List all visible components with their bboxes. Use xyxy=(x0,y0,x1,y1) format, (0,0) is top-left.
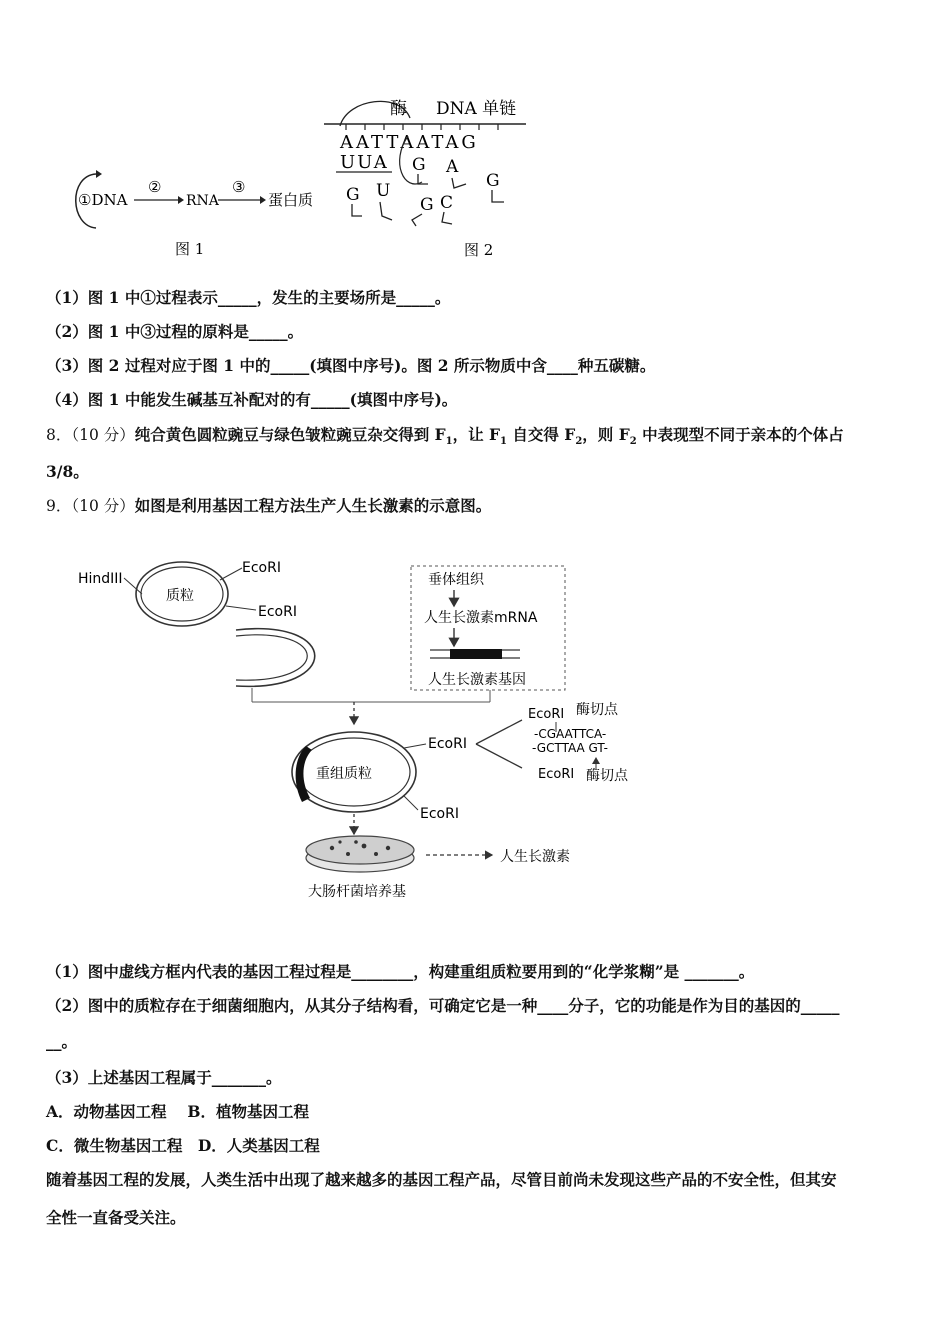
ecori-site-bottom: EcoRI xyxy=(538,767,575,782)
ecori-pointer-2 xyxy=(226,606,256,610)
free-nucleotide: C xyxy=(440,193,454,213)
petri-dish-top xyxy=(306,836,414,864)
nucleotide-stem xyxy=(452,178,466,188)
free-nucleotide: U xyxy=(376,181,391,201)
q8-text-e: 中表现型不同于亲本的个体占 xyxy=(636,425,844,444)
product-label: 人生长激素 xyxy=(500,849,570,865)
mrna-label: 人生长激素mRNA xyxy=(424,610,538,626)
nucleotide-stem xyxy=(418,174,428,184)
culture-label: 大肠杆菌培养基 xyxy=(308,884,406,900)
ecori-site-top: EcoRI xyxy=(528,707,565,722)
ecori-pointer-4 xyxy=(404,796,418,810)
q9-text xyxy=(46,494,491,516)
nucleotide-stem xyxy=(442,212,452,224)
q9-options-cd: C．微生物基因工程 D．人类基因工程 xyxy=(46,1136,320,1155)
q8-text-c: 自交得 F xyxy=(507,425,576,444)
pituitary-label: 垂体组织 xyxy=(428,572,484,588)
ecori-pointer-1 xyxy=(220,568,242,580)
q7-part4: （4）图 1 中能发生碱基互补配对的有_____(填图中序号)。 xyxy=(46,390,458,409)
q8-text-d: ，则 F xyxy=(582,425,630,444)
ecori-label-1: EcoRI xyxy=(242,560,281,576)
loop-arrowhead xyxy=(96,170,102,178)
free-nucleotide: G xyxy=(412,155,426,175)
transcription-arrowhead xyxy=(178,196,184,204)
free-nucleotide: G xyxy=(420,195,434,215)
protein-label: 蛋白质 xyxy=(268,191,314,209)
dna-base-ticks xyxy=(346,124,498,130)
q8-sub3: 2 xyxy=(575,436,583,448)
bracket-bottom xyxy=(476,744,522,768)
nucleotide-stem xyxy=(412,214,422,226)
process2-label: ② xyxy=(148,178,162,196)
plasmid-label: 质粒 xyxy=(166,588,194,604)
dna-strand-label: DNA 单链 xyxy=(436,99,517,119)
nucleotide-stem xyxy=(352,204,362,216)
q8-text-b: ，让 F xyxy=(452,425,501,444)
sequence-bottom: -GCTTAA GT- xyxy=(532,741,608,755)
rna-paired-sequence: UUA xyxy=(340,152,389,173)
free-nucleotide: G xyxy=(346,185,360,205)
free-nucleotide: A xyxy=(446,157,459,177)
nucleotide-stem xyxy=(380,202,392,220)
q7-part3: （3）图 2 过程对应于图 1 中的_____(填图中序号)。图 2 所示物质中含____种五碳糖。 xyxy=(46,356,656,375)
q9-part3: （3）上述基因工程属于_______。 xyxy=(46,1068,282,1087)
bracket-top xyxy=(476,720,522,744)
nucleotide-stem xyxy=(492,190,504,202)
passage-line-2: 全性一直备受关注。 xyxy=(46,1208,186,1227)
hindiii-label: HindIII xyxy=(78,571,123,587)
q9-number: 9．（10 分） xyxy=(46,497,135,515)
ecori-label-2: EcoRI xyxy=(258,604,297,620)
q8-sub1: 1 xyxy=(445,436,453,448)
opened-plasmid-inner xyxy=(236,635,307,680)
sequence-top: -CGAATTCA- xyxy=(534,727,607,741)
cut-site-top: 酶切点 xyxy=(576,702,618,718)
ecori-label-4: EcoRI xyxy=(420,806,459,822)
process3-label: ③ xyxy=(232,178,246,196)
dna-label: ①DNA xyxy=(78,191,128,209)
figure-2 xyxy=(318,92,538,262)
q8-answer-line: 3/8。 xyxy=(46,462,89,481)
q8-text-a: 纯合黄色圆粒豌豆与绿色皱粒豌豆杂交得到 F xyxy=(134,425,446,444)
figure-2-caption: 图 2 xyxy=(464,241,494,259)
ecori-label-3: EcoRI xyxy=(428,736,467,752)
q9-part2: （2）图中的质粒存在于细菌细胞内，从其分子结构看，可确定它是一种____分子，它的功能是作为目的基因的_____ xyxy=(46,996,840,1015)
q8-sub2: 1 xyxy=(500,436,508,448)
q7-part2: （2）图 1 中③过程的原料是_____。 xyxy=(46,322,304,341)
enzyme-label: 酶 xyxy=(390,99,407,119)
gene-segment xyxy=(450,649,502,659)
q7-part1: （1）图 1 中①过程表示_____，发生的主要场所是_____。 xyxy=(46,288,451,307)
q9-options-ab: A．动物基因工程 B．植物基因工程 xyxy=(46,1102,310,1121)
ecori-pointer-3 xyxy=(404,744,426,748)
figure-1-caption: 图 1 xyxy=(175,240,205,258)
q8-text xyxy=(46,423,844,447)
passage-line-1: 随着基因工程的发展，人类生活中出现了越来越多的基因工程产品，尽管目前尚未发现这些产品的不安全性，但其安 xyxy=(46,1170,837,1189)
gene-label: 人生长激素基因 xyxy=(428,672,526,688)
q9-stem: 如图是利用基因工程方法生产人生长激素的示意图。 xyxy=(134,496,492,515)
figure-1 xyxy=(60,160,340,260)
q8-number: 8．（10 分） xyxy=(46,426,135,444)
gene-engineering-diagram xyxy=(70,552,650,912)
template-sequence: AATTAATAG xyxy=(340,132,479,153)
rna-label: RNA xyxy=(186,193,219,209)
free-nucleotide: G xyxy=(486,171,500,191)
recombinant-label: 重组质粒 xyxy=(316,766,372,782)
translation-arrowhead xyxy=(260,196,266,204)
q9-part2-cont: __。 xyxy=(46,1032,78,1051)
q8-sub4: 2 xyxy=(629,436,637,448)
cut-site-bottom: 酶切点 xyxy=(586,768,628,784)
q9-part1: （1）图中虚线方框内代表的基因工程过程是________，构建重组质粒要用到的“化学浆糊”是 _______。 xyxy=(46,962,755,981)
